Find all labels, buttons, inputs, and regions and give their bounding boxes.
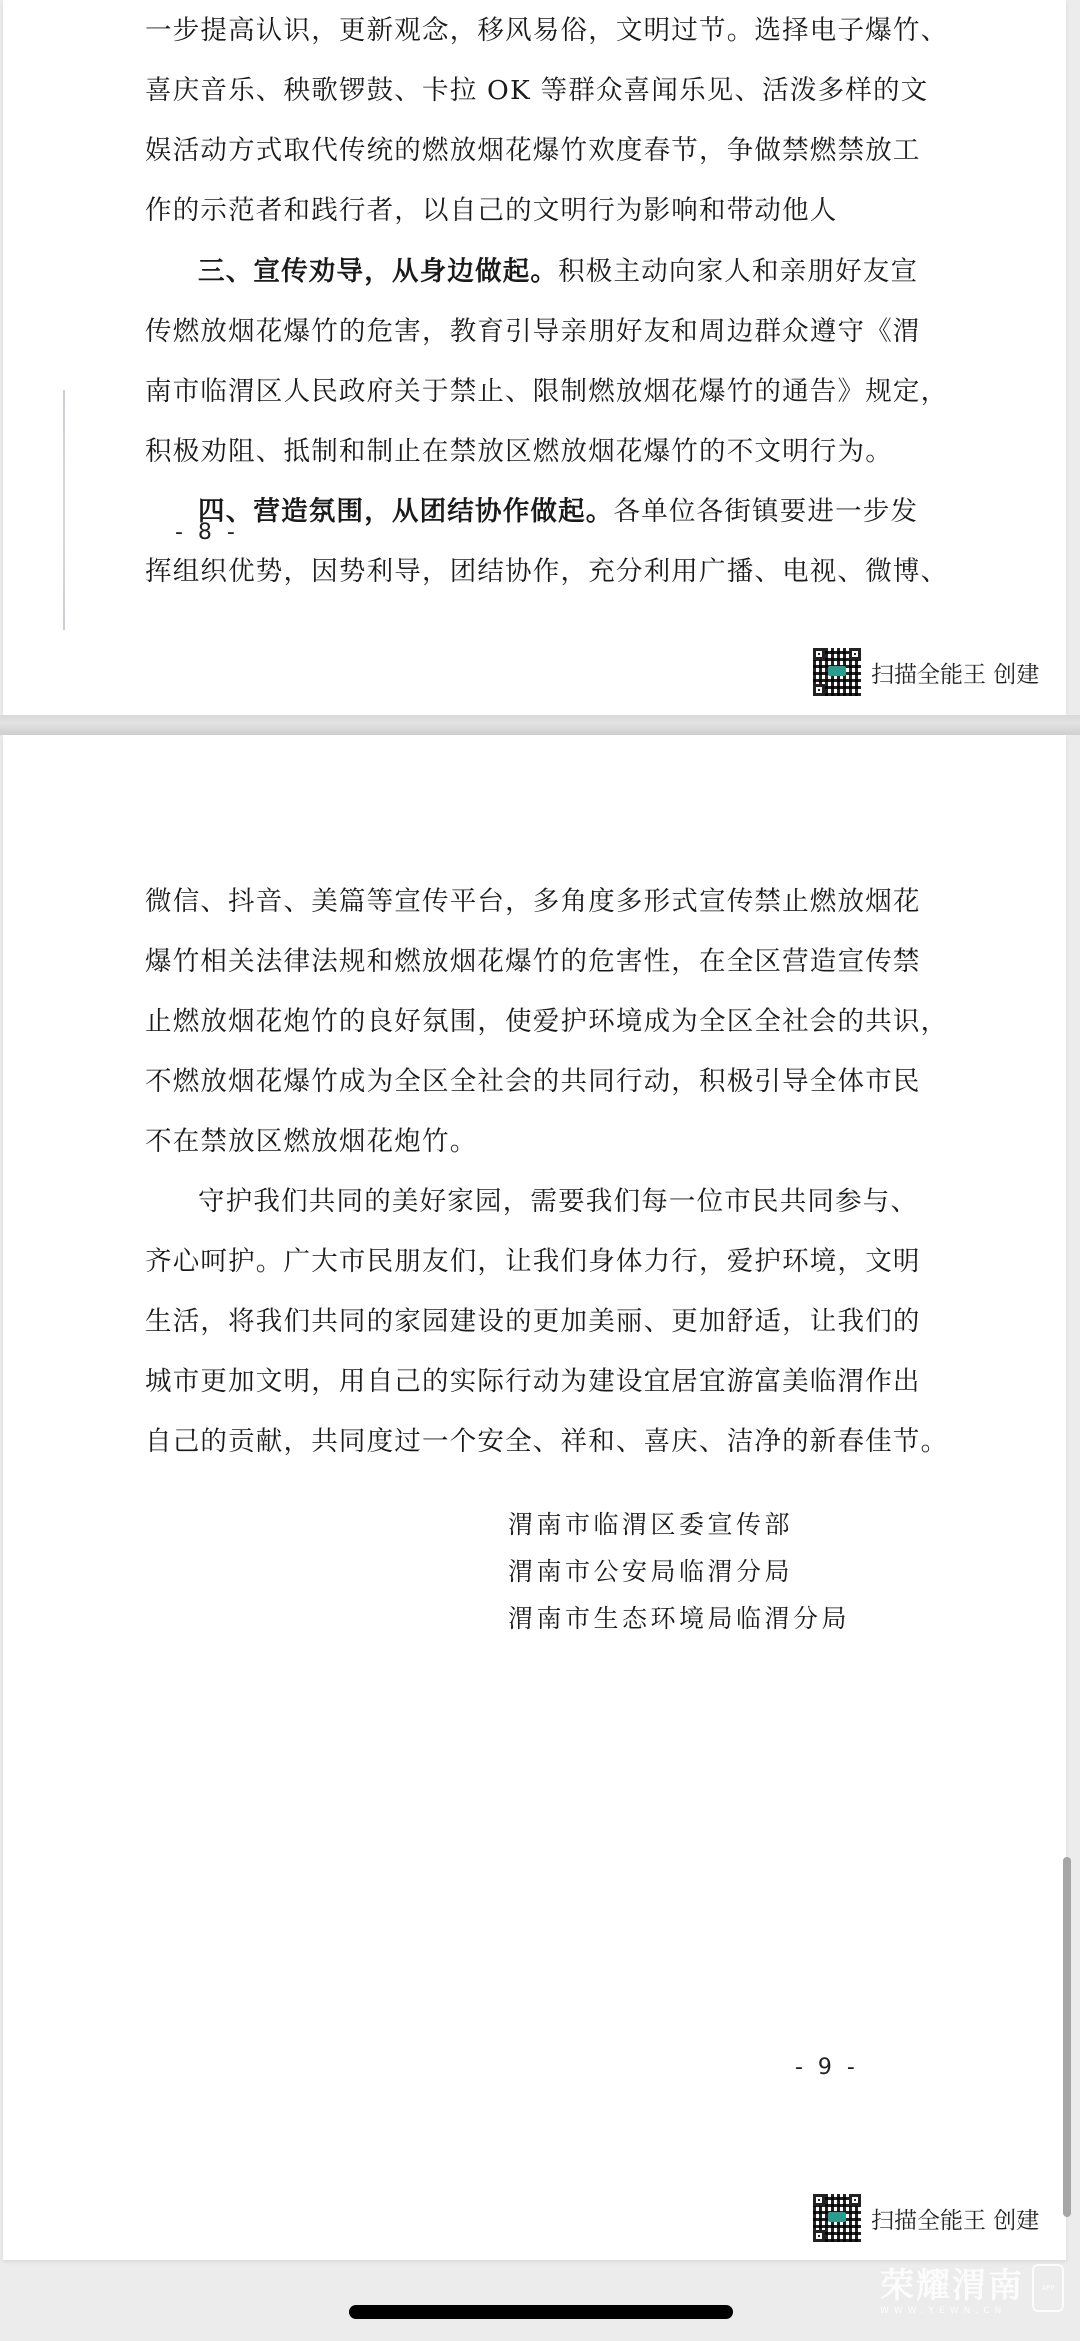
text-line: 爆竹相关法律法规和燃放烟花爆竹的危害性，在全区营造宣传禁 — [145, 946, 921, 977]
section-four-heading-line: 四、营造氛围，从团结协作做起。各单位各街镇要进一步发 — [198, 496, 919, 527]
vertical-scrollbar[interactable] — [1063, 1857, 1071, 2217]
section-heading: 四、营造氛围，从团结协作做起。 — [198, 496, 614, 527]
text-line: 微信、抖音、美篇等宣传平台，多角度多形式宣传禁止燃放烟花 — [145, 886, 921, 917]
text-line: 齐心呵护。广大市民朋友们，让我们身体力行，爱护环境，文明 — [145, 1246, 921, 1277]
camscanner-qr-icon — [813, 2194, 861, 2242]
camscanner-badge — [813, 648, 1039, 696]
camscanner-qr-icon — [813, 648, 861, 696]
text-line: 自己的贡献，共同度过一个安全、祥和、喜庆、洁净的新春佳节。 — [145, 1426, 949, 1457]
section-heading: 三、宣传劝导，从身边做起。 — [198, 256, 559, 287]
section-three-heading-line: 三、宣传劝导，从身边做起。积极主动向家人和亲朋好友宣 — [198, 256, 919, 287]
document-page-9 — [3, 735, 1066, 2260]
text-line: 喜庆音乐、秧歌锣鼓、卡拉 OK 等群众喜闻乐见、活泼多样的文 — [145, 75, 929, 106]
text-line: 挥组织优势，因势利导，团结协作，充分利用广播、电视、微博、 — [145, 556, 949, 587]
text-line: 生活，将我们共同的家园建设的更加美丽、更加舒适，让我们的 — [145, 1306, 921, 1337]
text-line: 南市临渭区人民政府关于禁止、限制燃放烟花爆竹的通告》规定， — [145, 376, 949, 407]
home-indicator[interactable] — [349, 2305, 733, 2319]
signature-public-security: 渭南市公安局临渭分局 — [508, 1557, 794, 1586]
text-line: 不在禁放区燃放烟花炮竹。 — [145, 1126, 478, 1157]
watermark-title: 荣耀渭南 — [880, 2266, 1024, 2306]
watermark-url: WWW.YEWN.CN — [880, 2306, 1007, 2316]
page-divider — [0, 715, 1080, 735]
paragraph-start-line: 守护我们共同的美好家园，需要我们每一位市民共同参与、 — [198, 1186, 919, 1217]
page-number: - 9 - — [795, 2055, 859, 2080]
camscanner-label: 扫描全能王 创建 — [871, 661, 1040, 688]
camscanner-label: 扫描全能王 创建 — [871, 2207, 1040, 2234]
text-line: 积极劝阻、抵制和制止在禁放区燃放烟花爆竹的不文明行为。 — [145, 436, 893, 467]
text-line: 传燃放烟花爆竹的危害，教育引导亲朋好友和周边群众遵守《渭 — [145, 316, 921, 347]
document-page-8 — [3, 0, 1066, 715]
watermark-logo — [880, 2266, 1055, 2316]
text-line: 止燃放烟花炮竹的良好氛围，使爱护环境成为全区全社会的共识， — [145, 1006, 949, 1037]
text-line: 娱活动方式取代传统的燃放烟花爆竹欢度春节，争做禁燃禁放工 — [145, 135, 921, 166]
signature-propaganda-dept: 渭南市临渭区委宣传部 — [508, 1510, 794, 1539]
signature-ecology-environment: 渭南市生态环境局临渭分局 — [508, 1604, 851, 1633]
scan-artifact-line — [63, 390, 65, 630]
text-line: 城市更加文明，用自己的实际行动为建设宜居宜游富美临渭作出 — [145, 1366, 921, 1397]
phone-app-icon: APP — [1032, 2264, 1064, 2312]
text-line: 作的示范者和践行者，以自己的文明行为影响和带动他人 — [145, 195, 838, 226]
camscanner-badge — [813, 2194, 1039, 2242]
text-line: 不燃放烟花爆竹成为全区全社会的共同行动，积极引导全体市民 — [145, 1066, 921, 1097]
page-number: - 8 - — [175, 520, 239, 545]
text-line: 一步提高认识，更新观念，移风易俗，文明过节。选择电子爆竹、 — [145, 15, 949, 46]
